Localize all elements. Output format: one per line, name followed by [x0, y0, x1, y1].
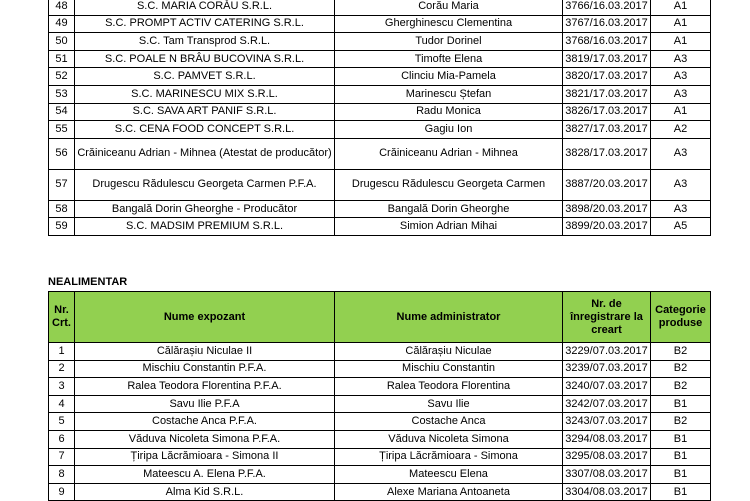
table-row [49, 430, 711, 448]
cell-administrator: Corău Maria [335, 0, 563, 15]
cell-administrator: Călărașiu Niculae [335, 343, 563, 361]
table-row [49, 138, 711, 169]
cell-registration: 3307/08.03.2017 [563, 466, 651, 484]
cell-exhibitor: Bangală Dorin Gheorghe - Producător [75, 200, 335, 218]
cell-administrator: Ralea Teodora Florentina [335, 378, 563, 396]
cell-exhibitor: S.C. MADSIM PREMIUM S.R.L. [75, 218, 335, 236]
cell-category: A2 [651, 121, 711, 139]
cell-nr: 7 [49, 448, 75, 466]
cell-registration: 3242/07.03.2017 [563, 395, 651, 413]
cell-nr: 59 [49, 218, 75, 236]
cell-administrator: Simion Adrian Mihai [335, 218, 563, 236]
cell-exhibitor: S.C. Tam Transprod S.R.L. [75, 33, 335, 51]
cell-registration: 3294/08.03.2017 [563, 430, 651, 448]
cell-nr: 48 [49, 0, 75, 15]
cell-nr: 51 [49, 50, 75, 68]
table-row [49, 169, 711, 200]
table-row [49, 343, 711, 361]
cell-administrator: Savu Ilie [335, 395, 563, 413]
cell-nr: 57 [49, 169, 75, 200]
cell-registration: 3243/07.03.2017 [563, 413, 651, 431]
cell-registration: 3826/17.03.2017 [563, 103, 651, 121]
cell-registration: 3821/17.03.2017 [563, 85, 651, 103]
cell-administrator: Marinescu Ștefan [335, 85, 563, 103]
cell-exhibitor: S.C. PAMVET S.R.L. [75, 68, 335, 86]
cell-nr: 6 [49, 430, 75, 448]
cell-administrator: Clinciu Mia-Pamela [335, 68, 563, 86]
cell-exhibitor: Crăiniceanu Adrian - Mihnea (Atestat de producător) [75, 138, 335, 169]
cell-exhibitor: S.C. MARINESCU MIX S.R.L. [75, 85, 335, 103]
table-row [49, 466, 711, 484]
cell-category: A5 [651, 218, 711, 236]
table-row [49, 200, 711, 218]
cell-nr: 4 [49, 395, 75, 413]
header-administrator: Nume administrator [335, 292, 563, 343]
cell-administrator: Mischiu Constantin [335, 360, 563, 378]
table-row [49, 121, 711, 139]
table-row [49, 15, 711, 33]
header-exhibitor: Nume expozant [75, 292, 335, 343]
section-title: NEALIMENTAR [48, 276, 128, 288]
cell-nr: 53 [49, 85, 75, 103]
cell-category: B1 [651, 466, 711, 484]
cell-exhibitor: S.C. MARIA CORĂU S.R.L. [75, 0, 335, 15]
cell-exhibitor: Mateescu A. Elena P.F.A. [75, 466, 335, 484]
cell-administrator: Radu Monica [335, 103, 563, 121]
producers-table-nonfood [48, 291, 711, 501]
cell-administrator: Țiripa Lăcrămioara - Simona [335, 448, 563, 466]
header-registration: Nr. de înregistrare la creart [563, 292, 651, 343]
cell-exhibitor: S.C. PROMPT ACTIV CATERING S.R.L. [75, 15, 335, 33]
cell-category: A3 [651, 200, 711, 218]
cell-registration: 3304/08.03.2017 [563, 483, 651, 501]
cell-administrator: Bangală Dorin Gheorghe [335, 200, 563, 218]
cell-nr: 49 [49, 15, 75, 33]
cell-exhibitor: Călărașiu Niculae II [75, 343, 335, 361]
cell-exhibitor: Ralea Teodora Florentina P.F.A. [75, 378, 335, 396]
header-nr: Nr. Crt. [49, 292, 75, 343]
table-row [49, 0, 711, 15]
cell-exhibitor: S.C. POALE N BRÂU BUCOVINA S.R.L. [75, 50, 335, 68]
cell-registration: 3240/07.03.2017 [563, 378, 651, 396]
cell-nr: 8 [49, 466, 75, 484]
header-category: Categorie produse [651, 292, 711, 343]
table-row [49, 378, 711, 396]
cell-registration: 3899/20.03.2017 [563, 218, 651, 236]
cell-exhibitor: Drugescu Rădulescu Georgeta Carmen P.F.A. [75, 169, 335, 200]
cell-registration: 3898/20.03.2017 [563, 200, 651, 218]
cell-registration: 3819/17.03.2017 [563, 50, 651, 68]
header-row [49, 292, 711, 343]
cell-category: B1 [651, 483, 711, 501]
cell-administrator: Mateescu Elena [335, 466, 563, 484]
cell-category: B2 [651, 360, 711, 378]
table-row [49, 85, 711, 103]
cell-registration: 3229/07.03.2017 [563, 343, 651, 361]
cell-nr: 52 [49, 68, 75, 86]
cell-registration: 3820/17.03.2017 [563, 68, 651, 86]
cell-nr: 55 [49, 121, 75, 139]
cell-category: B2 [651, 378, 711, 396]
cell-registration: 3828/17.03.2017 [563, 138, 651, 169]
cell-exhibitor: Alma Kid S.R.L. [75, 483, 335, 501]
cell-exhibitor: Costache Anca P.F.A. [75, 413, 335, 431]
cell-nr: 9 [49, 483, 75, 501]
cell-category: A3 [651, 138, 711, 169]
cell-administrator: Văduva Nicoleta Simona [335, 430, 563, 448]
cell-administrator: Crăiniceanu Adrian - Mihnea [335, 138, 563, 169]
cell-nr: 58 [49, 200, 75, 218]
cell-registration: 3295/08.03.2017 [563, 448, 651, 466]
cell-nr: 54 [49, 103, 75, 121]
cell-administrator: Gherghinescu Clementina [335, 15, 563, 33]
cell-nr: 3 [49, 378, 75, 396]
cell-registration: 3766/16.03.2017 [563, 0, 651, 15]
producers-table-food [48, 0, 711, 236]
table-row [49, 413, 711, 431]
cell-category: B1 [651, 448, 711, 466]
table-row [49, 68, 711, 86]
cell-category: A3 [651, 68, 711, 86]
cell-exhibitor: S.C. SAVA ART PANIF S.R.L. [75, 103, 335, 121]
cell-administrator: Alexe Mariana Antoaneta [335, 483, 563, 501]
cell-administrator: Tudor Dorinel [335, 33, 563, 51]
cell-exhibitor: Mischiu Constantin P.F.A. [75, 360, 335, 378]
cell-nr: 56 [49, 138, 75, 169]
cell-nr: 2 [49, 360, 75, 378]
table-row [49, 395, 711, 413]
cell-registration: 3768/16.03.2017 [563, 33, 651, 51]
table-row [49, 50, 711, 68]
cell-nr: 5 [49, 413, 75, 431]
cell-category: B2 [651, 413, 711, 431]
table-row [49, 483, 711, 501]
cell-administrator: Timofte Elena [335, 50, 563, 68]
cell-category: B2 [651, 343, 711, 361]
table-row [49, 103, 711, 121]
cell-category: A3 [651, 169, 711, 200]
cell-exhibitor: Țiripa Lăcrămioara - Simona II [75, 448, 335, 466]
cell-nr: 50 [49, 33, 75, 51]
cell-category: A3 [651, 50, 711, 68]
cell-nr: 1 [49, 343, 75, 361]
cell-category: A1 [651, 103, 711, 121]
cell-exhibitor: Savu Ilie P.F.A [75, 395, 335, 413]
cell-administrator: Drugescu Rădulescu Georgeta Carmen [335, 169, 563, 200]
table-row [49, 360, 711, 378]
cell-category: B1 [651, 430, 711, 448]
cell-category: B1 [651, 395, 711, 413]
table-row [49, 33, 711, 51]
cell-category: A3 [651, 85, 711, 103]
cell-exhibitor: S.C. CENA FOOD CONCEPT S.R.L. [75, 121, 335, 139]
cell-exhibitor: Văduva Nicoleta Simona P.F.A. [75, 430, 335, 448]
cell-registration: 3239/07.03.2017 [563, 360, 651, 378]
cell-registration: 3767/16.03.2017 [563, 15, 651, 33]
table-row [49, 218, 711, 236]
cell-category: A1 [651, 0, 711, 15]
cell-administrator: Gagiu Ion [335, 121, 563, 139]
cell-administrator: Costache Anca [335, 413, 563, 431]
cell-registration: 3827/17.03.2017 [563, 121, 651, 139]
cell-category: A1 [651, 33, 711, 51]
cell-registration: 3887/20.03.2017 [563, 169, 651, 200]
table-row [49, 448, 711, 466]
cell-category: A1 [651, 15, 711, 33]
